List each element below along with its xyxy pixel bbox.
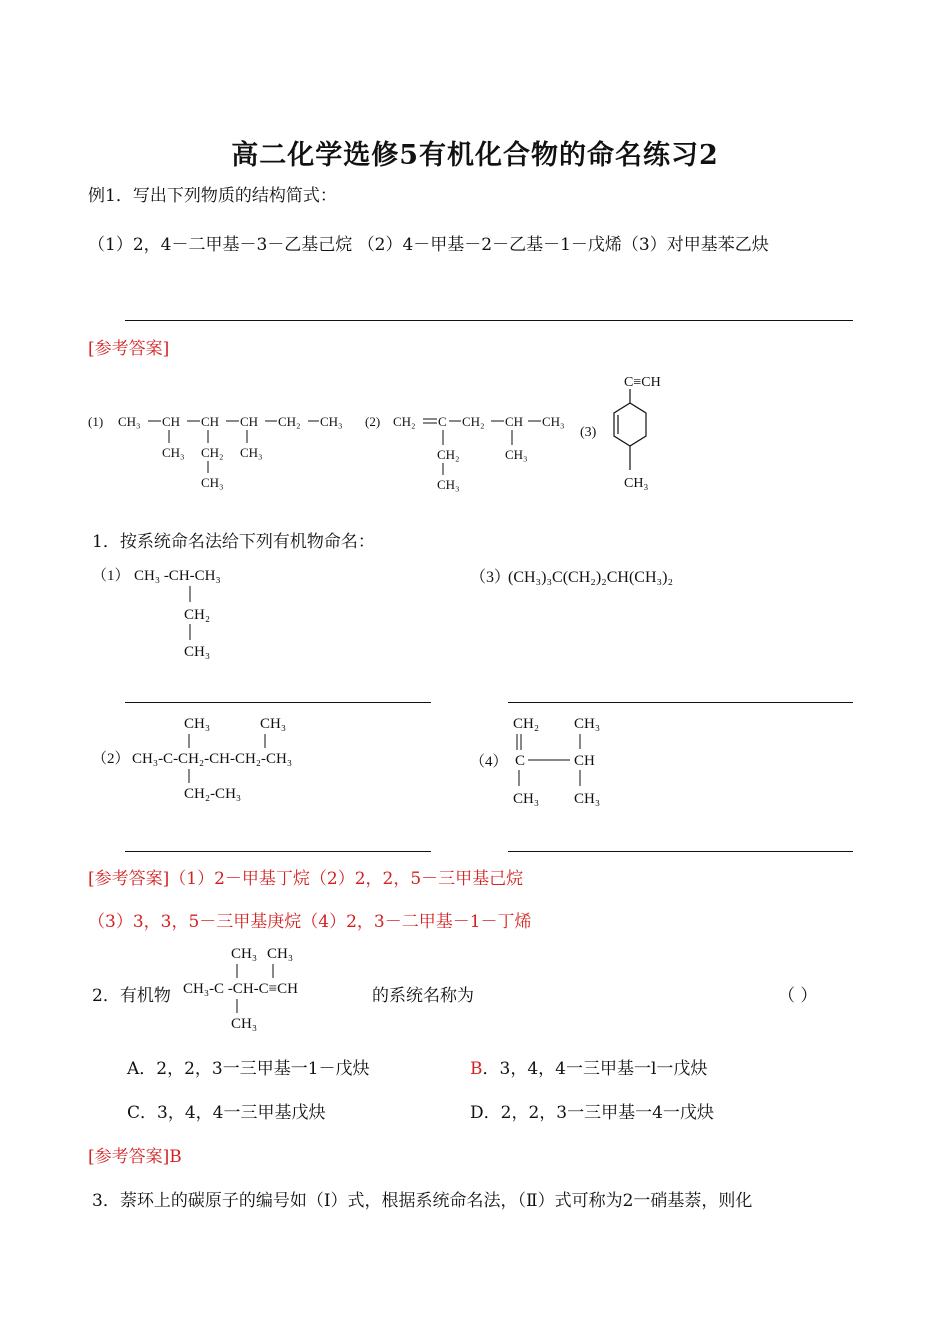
- svg-text:CH₂: CH₂: [201, 445, 224, 460]
- svg-text:C: C: [515, 753, 526, 769]
- svg-text:CH₂: CH₂: [462, 414, 485, 429]
- svg-text:CH₃: CH₃: [267, 946, 294, 962]
- answer-blank-line: [125, 320, 853, 321]
- svg-text:CH₂: CH₂: [513, 716, 540, 732]
- svg-text:CH₃: CH₃: [231, 1016, 258, 1032]
- svg-text:(3): (3): [580, 425, 597, 440]
- answer-blank-q1-4: [508, 851, 853, 852]
- q2-prefix: 2．有机物: [92, 986, 171, 1006]
- svg-text:C: C: [438, 414, 447, 429]
- q1-answer-line2: （3）3，3，5－三甲基庚烷（4）2，3－二甲基－1－丁烯: [88, 912, 532, 932]
- q2-option-b: [470, 1054, 707, 1079]
- svg-text:CH₃ -CH-CH₃: CH₃ -CH-CH₃: [134, 568, 221, 584]
- q1-structure-3: [470, 562, 730, 592]
- svg-text:CH₃: CH₃: [260, 716, 287, 732]
- svg-text:CH₃: CH₃: [231, 946, 258, 962]
- svg-text:CH: CH: [240, 414, 259, 429]
- svg-text:CH₃: CH₃: [574, 791, 601, 807]
- svg-text:CH₃: CH₃: [240, 445, 263, 460]
- svg-text:(2): (2): [365, 414, 381, 429]
- q1-answer-line1: [参考答案]（1）2－甲基丁烷（2）2，2，5－三甲基己烷: [88, 869, 524, 889]
- q2-answer: [参考答案]B: [88, 1147, 182, 1167]
- svg-text:CH₃: CH₃: [184, 644, 211, 660]
- svg-text:(1): (1): [88, 414, 104, 429]
- structure-2-4-dimethyl-3-ethylhexane: [88, 405, 358, 500]
- q2-option-b-text: ．3，4，4一三甲基一l一戊炔: [482, 1059, 708, 1079]
- answer-blank-q1-3: [508, 702, 853, 703]
- svg-text:CH₂: CH₂: [278, 414, 301, 429]
- example1-answer-label: [参考答案]: [88, 339, 170, 359]
- svg-text:（2）: （2）: [92, 751, 130, 767]
- svg-text:CH: CH: [201, 414, 220, 429]
- page-title: 高二化学选修5有机化合物的命名练习2: [231, 140, 719, 171]
- q3-text: 3．萘环上的碳原子的编号如（I）式，根据系统命名法，（Ⅱ）式可称为2一硝基萘，则化: [92, 1191, 753, 1211]
- svg-text:（4）: （4）: [470, 754, 508, 770]
- structure-4-methyl-2-ethyl-1-pentene: [365, 405, 580, 500]
- svg-text:CH₃-C -CH-C≡CH: CH₃-C -CH-C≡CH: [183, 981, 298, 997]
- svg-text:CH₃-C-CH₂-CH-CH₂-CH₃: CH₃-C-CH₂-CH-CH₂-CH₃: [132, 751, 293, 767]
- svg-text:（1）: （1）: [92, 568, 130, 584]
- q2-option-a: A．2，2，3一三甲基一1－戊炔: [127, 1059, 370, 1079]
- q2-option-c: C．3，4，4一三甲基戊炔: [127, 1103, 326, 1123]
- svg-text:CH₂: CH₂: [393, 414, 416, 429]
- q2-option-b-letter: B: [470, 1059, 483, 1079]
- svg-text:CH₂: CH₂: [184, 607, 211, 623]
- svg-text:（3）: （3）: [470, 569, 511, 586]
- svg-text:CH₃: CH₃: [437, 477, 460, 492]
- svg-text:CH₃: CH₃: [624, 476, 649, 491]
- question1-prompt: 1．按系统命名法给下列有机物命名：: [92, 532, 375, 552]
- svg-text:(CH₃)₃C(CH₂)₂CH(CH₃)₂: (CH₃)₃C(CH₂)₂CH(CH₃)₂: [508, 569, 674, 586]
- q2-option-d: D．2，2，3一三甲基一4一戊炔: [470, 1103, 714, 1123]
- svg-text:CH: CH: [505, 414, 524, 429]
- svg-text:CH: CH: [162, 414, 181, 429]
- answer-blank-q1-2: [125, 851, 431, 852]
- answer-blank-q1-1: [125, 702, 431, 703]
- svg-text:CH₃: CH₃: [542, 414, 565, 429]
- svg-text:CH₃: CH₃: [118, 414, 141, 429]
- svg-text:CH₂-CH₃: CH₂-CH₃: [184, 786, 242, 802]
- svg-text:CH₃: CH₃: [184, 716, 211, 732]
- svg-text:CH₂: CH₂: [437, 447, 460, 462]
- svg-text:CH₃: CH₃: [574, 716, 601, 732]
- svg-text:CH₃: CH₃: [201, 475, 224, 490]
- svg-text:CH: CH: [574, 753, 595, 769]
- example1-items: （1）2，4－二甲基－3－乙基己烷 （2）4－甲基－2－乙基－1－戊烯（3）对甲基苯乙炔: [88, 235, 769, 255]
- q1-structure-4: [470, 712, 620, 812]
- svg-text:CH₃: CH₃: [513, 791, 540, 807]
- q2-suffix: 的系统名称为: [372, 986, 474, 1006]
- q1-structure-2: [92, 712, 392, 807]
- svg-text:C≡CH: C≡CH: [624, 375, 661, 390]
- q2-answer-paren: （ ）: [778, 986, 818, 1006]
- example1-prompt: 例1．写出下列物质的结构简式：: [88, 186, 337, 206]
- svg-text:CH₃: CH₃: [162, 445, 185, 460]
- q2-structure: [183, 942, 373, 1034]
- svg-text:CH₃: CH₃: [320, 414, 343, 429]
- svg-text:CH₃: CH₃: [505, 447, 528, 462]
- q1-structure-1: [92, 562, 272, 667]
- structure-p-methylphenylacetylene: [580, 370, 690, 495]
